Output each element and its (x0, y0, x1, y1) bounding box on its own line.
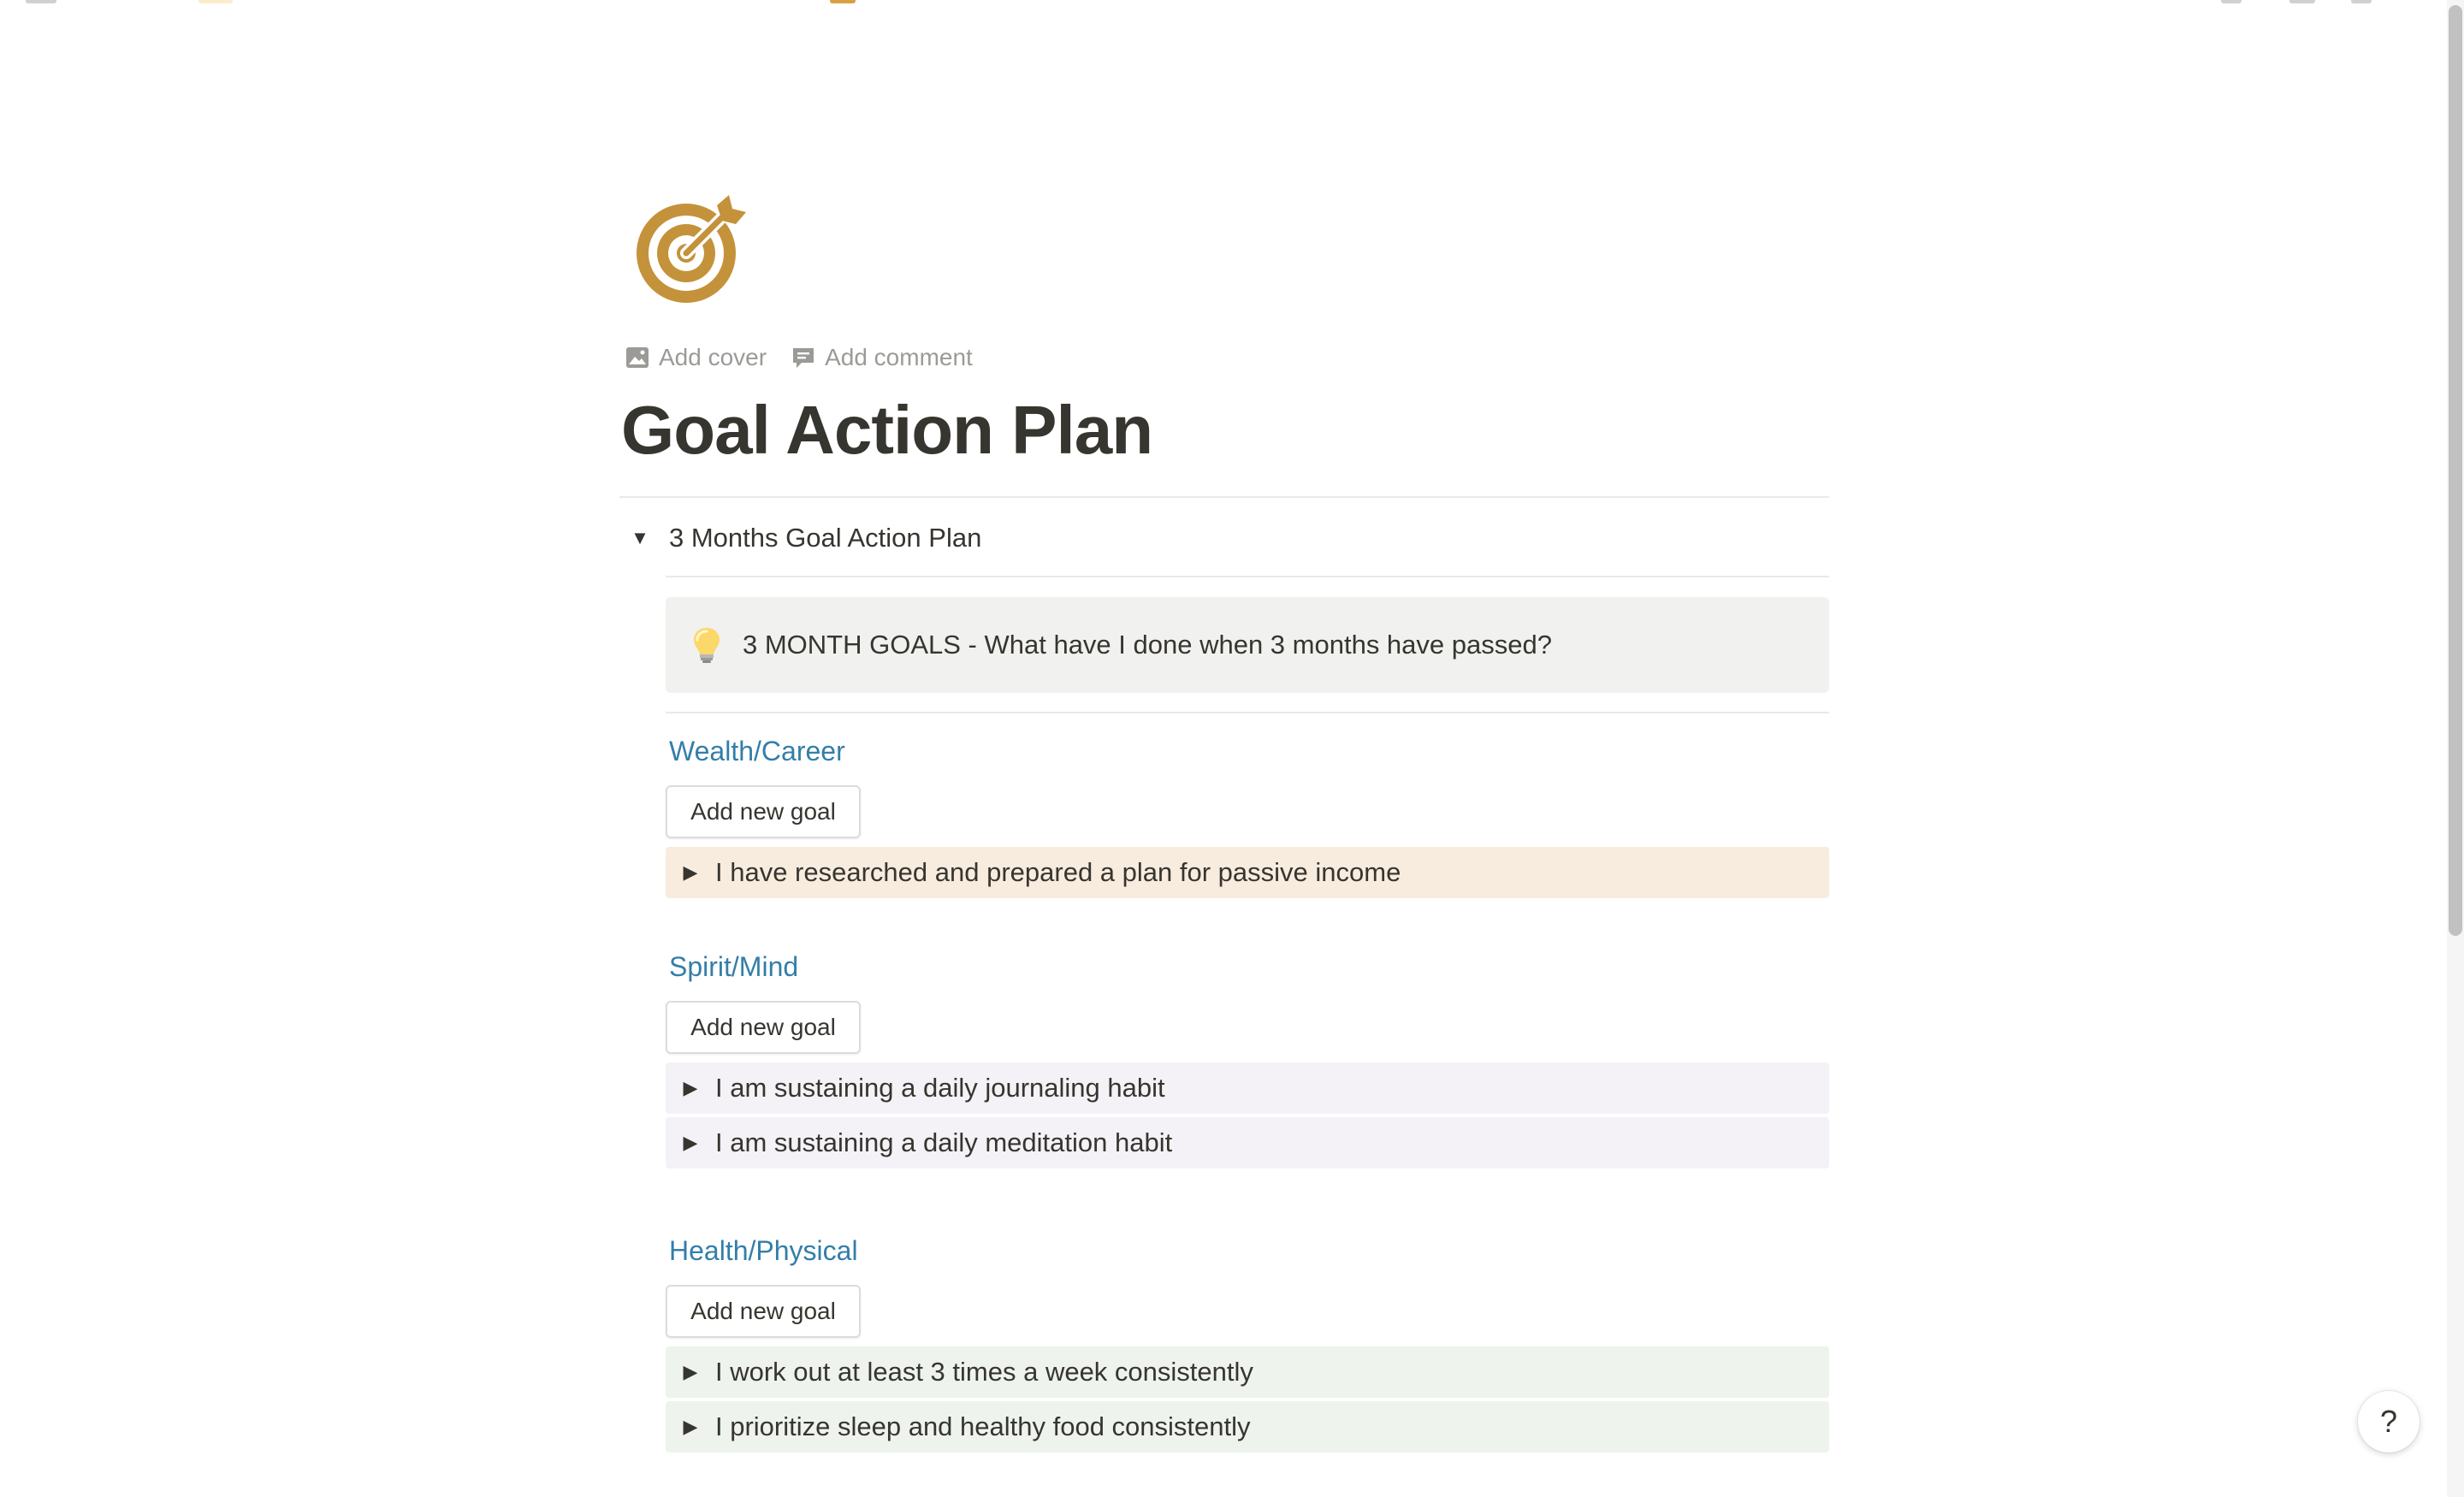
goal-text: I am sustaining a daily meditation habit (715, 1127, 1173, 1157)
image-icon (625, 345, 650, 370)
target-icon[interactable] (633, 193, 748, 308)
divider (666, 712, 1829, 713)
sidebar-toggle-icon[interactable] (26, 0, 56, 3)
goal-row[interactable] (666, 1117, 1829, 1169)
add-comment-button[interactable] (791, 344, 973, 371)
toggle-triangle-right-icon[interactable]: ▶ (683, 1361, 698, 1382)
toggle-block[interactable] (623, 517, 981, 559)
breadcrumb-icon[interactable] (830, 0, 856, 3)
section-title-spirit-mind[interactable]: Spirit/Mind (669, 951, 799, 982)
help-button[interactable]: ? (2358, 1391, 2420, 1453)
goal-row[interactable] (666, 1062, 1829, 1114)
add-new-goal-button[interactable]: Add new goal (666, 1001, 861, 1054)
callout (666, 597, 1829, 693)
page-emoji-icon (198, 0, 233, 3)
add-new-goal-button[interactable]: Add new goal (666, 1285, 861, 1338)
goal-text: I am sustaining a daily journaling habit (715, 1073, 1165, 1103)
add-comment-label: Add comment (825, 344, 973, 370)
page-actions (625, 340, 997, 375)
toggle-triangle-down-icon[interactable]: ▼ (631, 527, 649, 548)
goal-text: I prioritize sleep and healthy food consistently (715, 1411, 1251, 1441)
comment-icon (791, 345, 816, 370)
scrollbar-thumb[interactable] (2449, 5, 2462, 936)
add-new-goal-button[interactable]: Add new goal (666, 785, 861, 838)
goal-row[interactable] (666, 847, 1829, 898)
toggle-triangle-right-icon[interactable]: ▶ (683, 1416, 698, 1437)
goal-text: I work out at least 3 times a week consistently (715, 1357, 1253, 1387)
toggle-triangle-right-icon[interactable]: ▶ (683, 861, 698, 883)
callout-text: 3 MONTH GOALS - What have I done when 3 months have passed? (743, 630, 1552, 660)
scrollbar-track[interactable] (2447, 0, 2464, 1497)
updates-icon[interactable] (2289, 0, 2315, 3)
add-cover-button[interactable] (625, 344, 767, 371)
section-title-health-physical[interactable]: Health/Physical (669, 1235, 858, 1266)
divider (666, 576, 1829, 577)
toggle-label: 3 Months Goal Action Plan (669, 523, 982, 553)
goal-row[interactable] (666, 1346, 1829, 1398)
more-icon[interactable] (2351, 0, 2372, 3)
goal-row[interactable] (666, 1401, 1829, 1453)
section-title-wealth-career[interactable]: Wealth/Career (669, 736, 845, 766)
page-title[interactable]: Goal Action Plan (621, 392, 1153, 468)
toggle-triangle-right-icon[interactable]: ▶ (683, 1132, 698, 1153)
comments-icon[interactable] (2221, 0, 2242, 3)
divider (619, 496, 1829, 498)
toggle-triangle-right-icon[interactable]: ▶ (683, 1077, 698, 1098)
lightbulb-icon (686, 626, 727, 664)
top-bar (0, 0, 2447, 5)
goal-text: I have researched and prepared a plan for passive income (715, 857, 1401, 887)
add-cover-label: Add cover (659, 344, 767, 370)
